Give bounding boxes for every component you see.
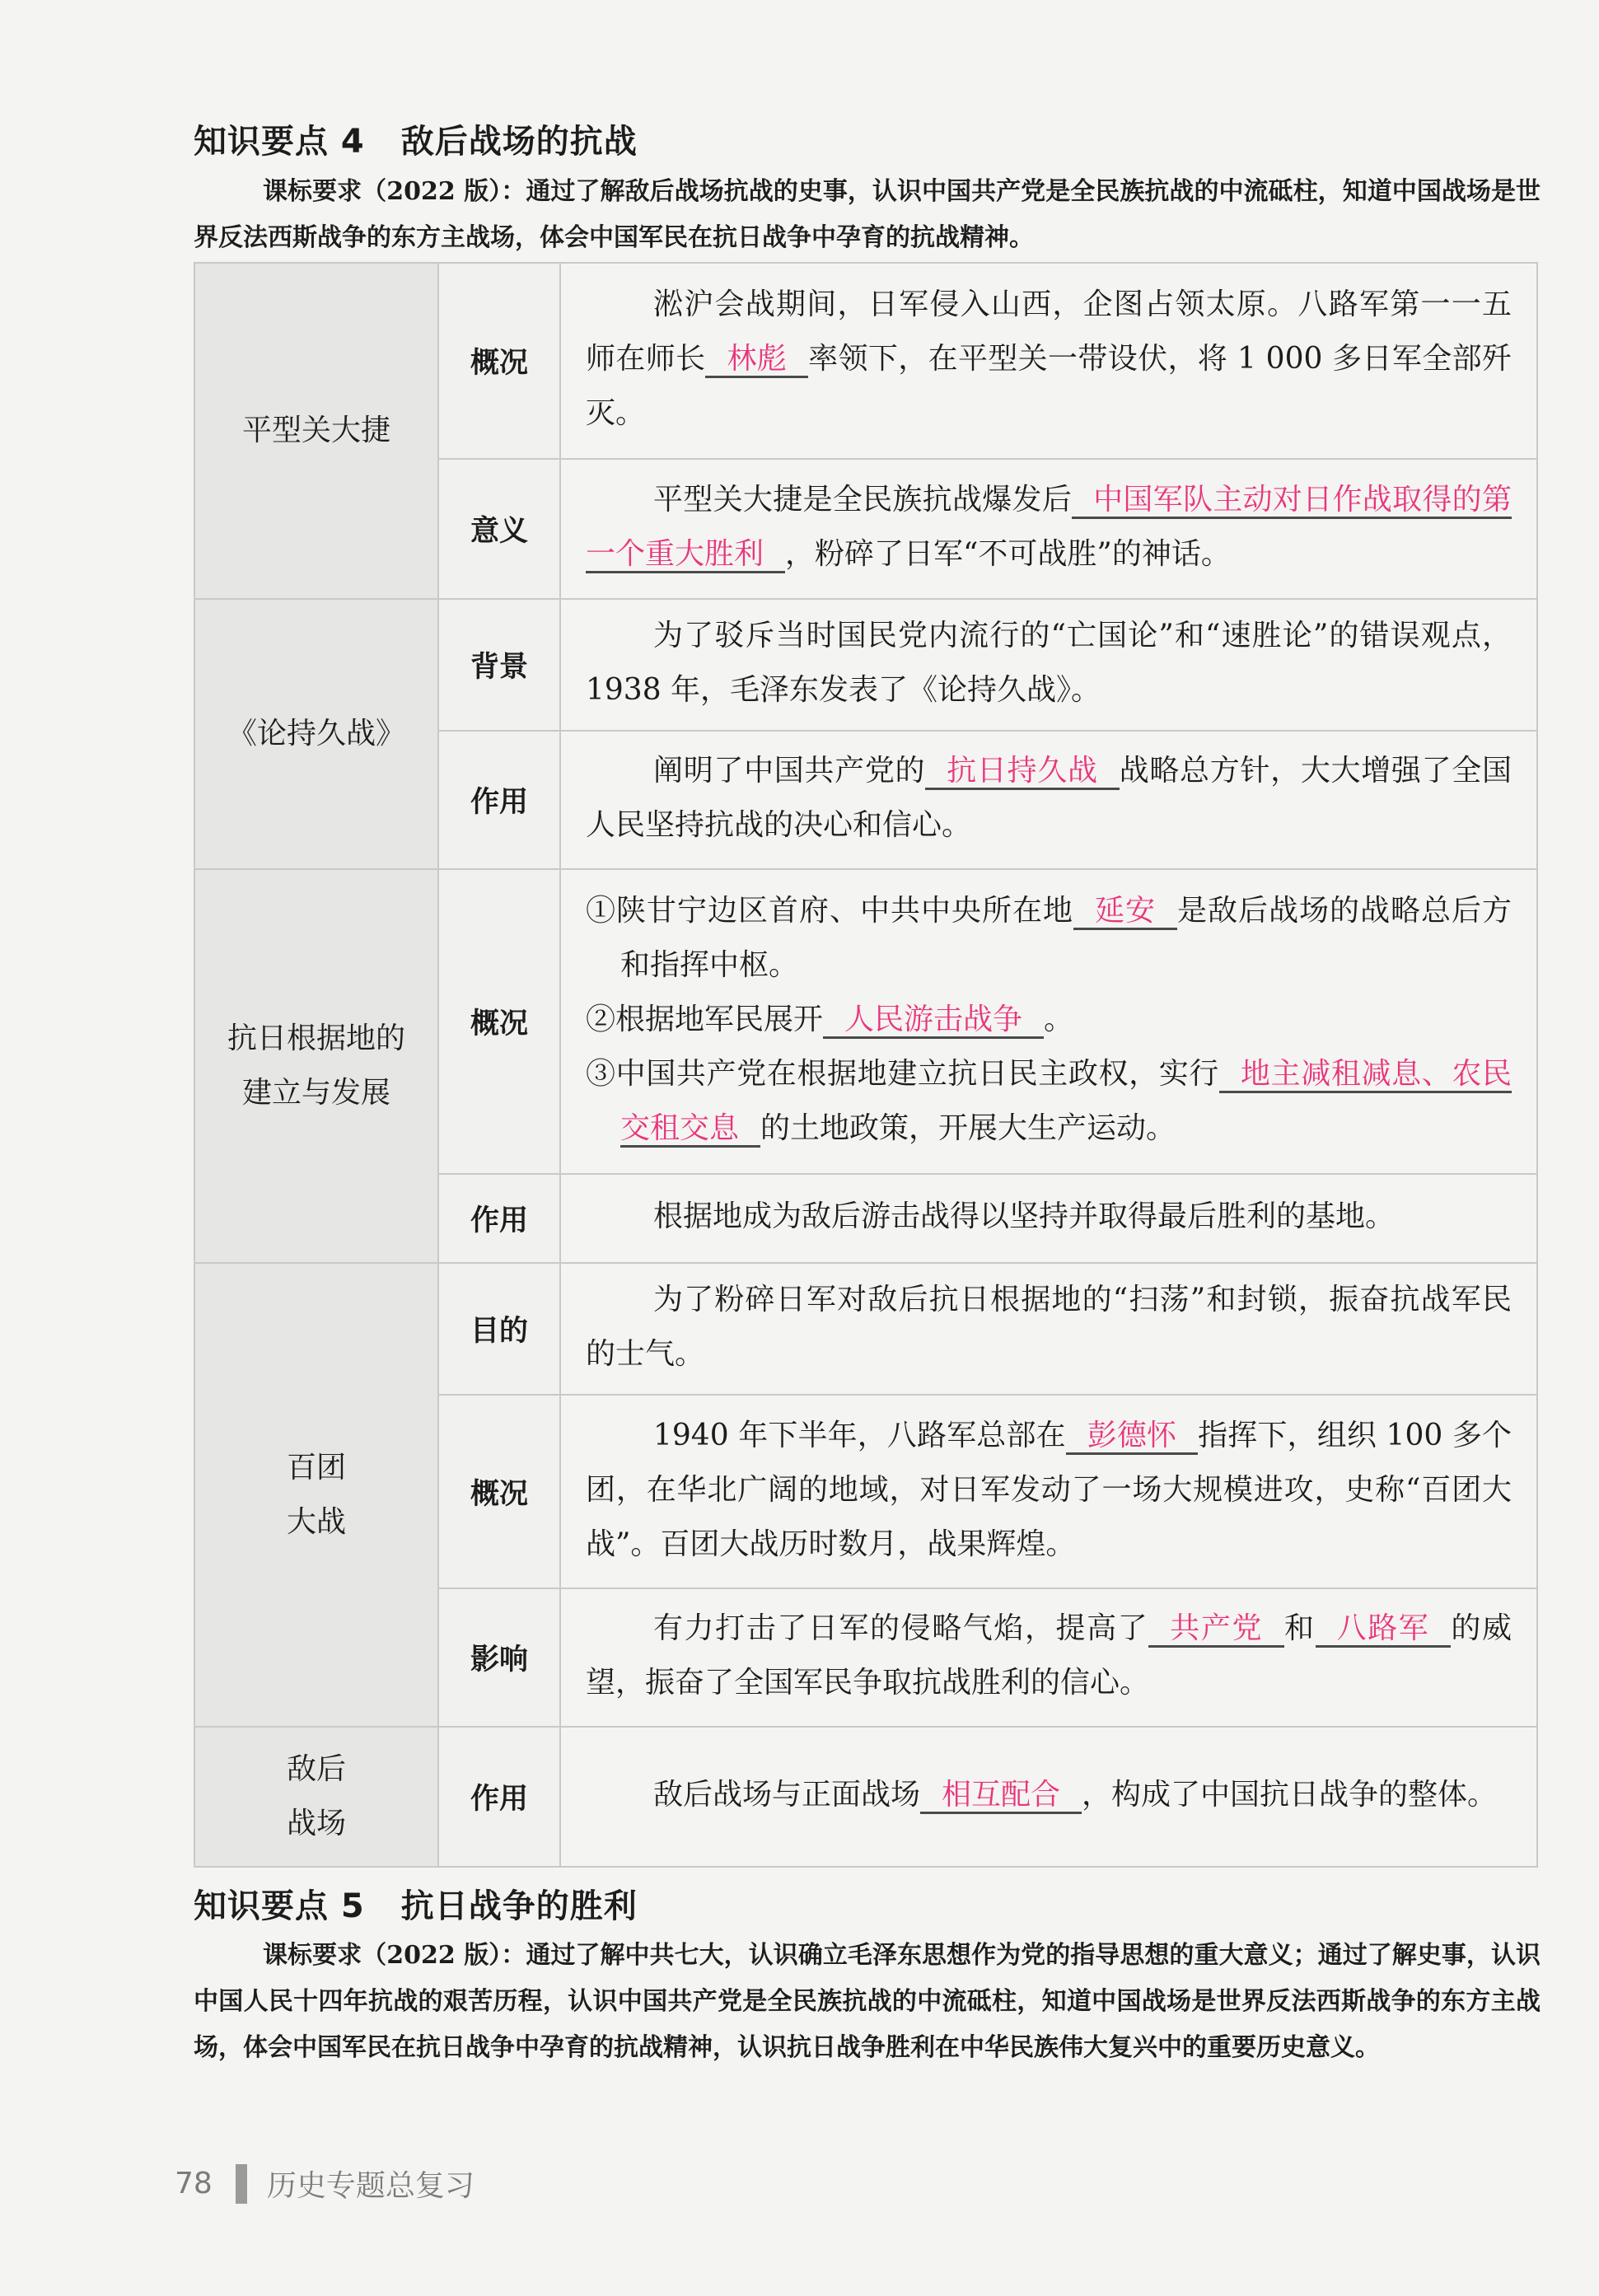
row-label: 概况	[438, 263, 560, 459]
answer-blank: 地主减租减息、农民交租交息	[620, 1057, 1512, 1148]
row-label: 作用	[438, 1727, 560, 1867]
table-row	[194, 1263, 1537, 1395]
list-item: ①陕甘宁边区首府、中共中央所在地 延安 是敌后战场的战略总后方和指挥中枢。	[586, 894, 1512, 982]
page-footer	[175, 2163, 475, 2205]
row-label: 概况	[438, 1395, 560, 1588]
row-content: 为了粉碎日军对敌后抗日根据地的“扫荡”和封锁，振奋抗战军民的士气。	[560, 1263, 1537, 1395]
row-label: 概况	[438, 869, 560, 1174]
section-5-heading	[194, 1880, 638, 1927]
section-5-title: 抗日战争的胜利	[400, 1887, 638, 1925]
section-4-number: 知识要点 4	[194, 123, 365, 161]
answer-blank: 相互配合	[920, 1778, 1082, 1814]
knowledge-table	[194, 262, 1538, 1868]
topic-rear-battlefield: 敌后 战场	[194, 1727, 438, 1867]
table-row	[194, 263, 1537, 459]
row-content: 敌后战场与正面战场 相互配合 ，构成了中国抗日战争的整体。	[560, 1727, 1537, 1867]
list-item: ②根据地军民展开 人民游击战争 。	[586, 993, 1512, 1047]
row-content: 1940 年下半年，八路军总部在 彭德怀 指挥下，组织 100 多个团，在华北广阔的地域，对日军发动了一场大规模进攻，史称“百团大战”。百团大战历时数月，战果辉煌。	[560, 1395, 1537, 1588]
table-row	[194, 869, 1537, 1174]
answer-blank: 抗日持久战	[925, 754, 1119, 790]
topic-on-protracted-war: 《论持久战》	[194, 599, 438, 869]
list-item: ③中国共产党在根据地建立抗日民主政权，实行 地主减租减息、农民交租交息 的土地政策，开展大生产运动。	[586, 1047, 1512, 1156]
topic-base-areas: 抗日根据地的 建立与发展	[194, 869, 438, 1263]
row-content: 为了驳斥当时国民党内流行的“亡国论”和“速胜论”的错误观点，1938 年，毛泽东发表了《论持久战》。	[560, 599, 1537, 731]
row-content: 平型关大捷是全民族抗战爆发后 中国军队主动对日作战取得的第一个重大胜利 ，粉碎了日军“不可战胜”的神话。	[560, 459, 1537, 599]
row-label: 影响	[438, 1588, 560, 1727]
row-content: 有力打击了日军的侵略气焰，提高了 共产党 和 八路军 的威望，振奋了全国军民争取抗战胜利的信心。	[560, 1588, 1537, 1727]
topic-pingxingguan: 平型关大捷	[194, 263, 438, 599]
answer-blank: 延安	[1073, 894, 1177, 930]
answer-blank: 中国军队主动对日作战取得的第一个重大胜利	[586, 483, 1512, 573]
row-content	[560, 869, 1537, 1174]
footer-divider	[236, 2164, 247, 2204]
book-title: 历史专题总复习	[266, 2169, 475, 2203]
answer-blank: 共产党	[1148, 1611, 1284, 1648]
table-row	[194, 1727, 1537, 1867]
table-row	[194, 599, 1537, 731]
answer-blank: 彭德怀	[1066, 1419, 1198, 1455]
row-label: 目的	[438, 1263, 560, 1395]
section-4-heading	[194, 115, 638, 162]
section-5-number: 知识要点 5	[194, 1887, 365, 1925]
topic-hundred-regiments: 百团 大战	[194, 1263, 438, 1727]
row-label: 意义	[438, 459, 560, 599]
row-content: 淞沪会战期间，日军侵入山西，企图占领太原。八路军第一一五师在师长 林彪 率领下，在平型关一带设伏，将 1 000 多日军全部歼灭。	[560, 263, 1537, 459]
answer-blank: 人民游击战争	[823, 1003, 1044, 1039]
section-4-standard: 课标要求（2022 版）：通过了解敌后战场抗战的史事，认识中国共产党是全民族抗战的中流砥柱，知道中国战场是世界反法西斯战争的东方主战场，体会中国军民在抗日战争中孕育的抗战精神。	[194, 177, 1541, 252]
section-5-standard: 课标要求（2022 版）：通过了解中共七大，认识确立毛泽东思想作为党的指导思想的重大意义；通过了解史事，认识中国人民十四年抗战的艰苦历程，认识中国共产党是全民族抗战的中流砥柱，知道中国战场是世界反法西斯战争的东方主战场，体会中国军民在抗日战争中孕育的抗战精神，认识抗日战争胜利在中华民族伟大复兴中的重要历史意义。	[194, 1941, 1541, 2062]
row-content: 阐明了中国共产党的 抗日持久战 战略总方针，大大增强了全国人民坚持抗战的决心和信心。	[560, 731, 1537, 869]
page-number: 78	[175, 2167, 213, 2200]
answer-blank: 八路军	[1316, 1611, 1452, 1648]
row-label: 作用	[438, 731, 560, 869]
section-4-title: 敌后战场的抗战	[400, 123, 638, 161]
row-label: 背景	[438, 599, 560, 731]
answer-blank: 林彪	[705, 342, 808, 378]
row-label: 作用	[438, 1174, 560, 1263]
row-content: 根据地成为敌后游击战得以坚持并取得最后胜利的基地。	[560, 1174, 1537, 1263]
